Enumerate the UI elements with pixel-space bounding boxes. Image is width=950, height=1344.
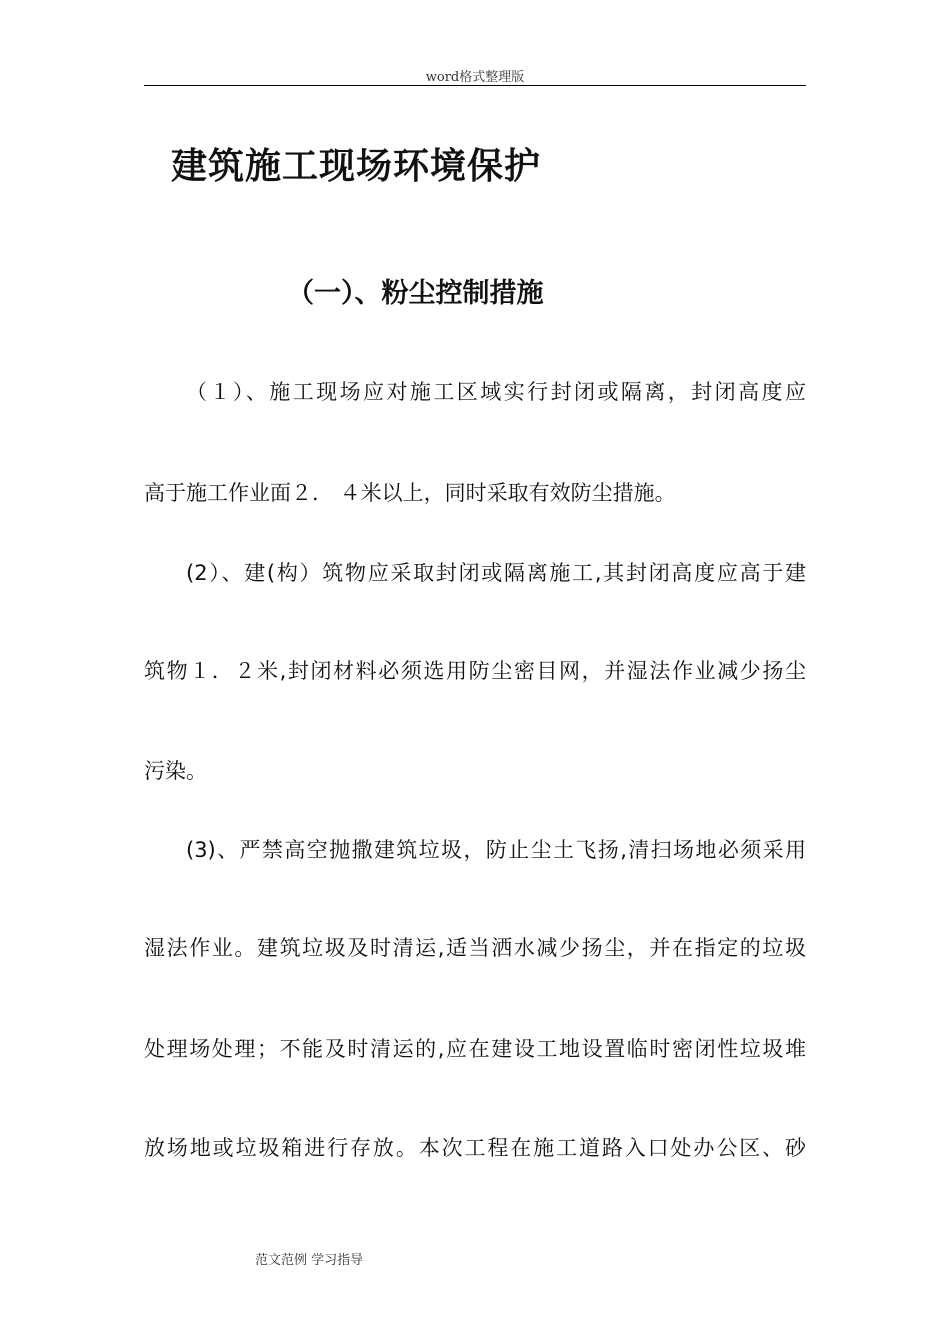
paragraph-3-line-2: 湿法作业。建筑垃圾及时清运,适当洒水减少扬尘，并在指定的垃圾 [144,936,806,960]
paragraph-3-line-1: (3)、严禁高空抛撒建筑垃圾，防止尘土飞扬,清扫场地必须采用 [186,838,806,862]
header-rule [144,85,806,86]
paragraph-3-line-3: 处理场处理；不能及时清运的,应在建设工地设置临时密闭性垃圾堆 [144,1037,806,1061]
section-heading: （一）、粉尘控制措施 [287,278,544,309]
page-footer: 范文范例 学习指导 [255,1253,364,1268]
page-header: word格式整理版 [425,70,525,85]
paragraph-2-line-3: 污染。 [144,759,207,783]
paragraph-1-line-1: （１）、施工现场应对施工区域实行封闭或隔离，封闭高度应 [186,380,806,404]
paragraph-2-line-2: 筑物１．２米,封闭材料必须选用防尘密目网，并湿法作业减少扬尘 [144,659,806,683]
document-title: 建筑施工现场环境保护 [171,146,542,187]
paragraph-1-line-2: 高于施工作业面２． ４米以上，同时采取有效防尘措施。 [144,481,676,505]
paragraph-2-line-1: (2）、建(构）筑物应采取封闭或隔离施工,其封闭高度应高于建 [186,561,806,585]
paragraph-3-line-4: 放场地或垃圾箱进行存放。本次工程在施工道路入口处办公区、砂 [144,1136,806,1160]
